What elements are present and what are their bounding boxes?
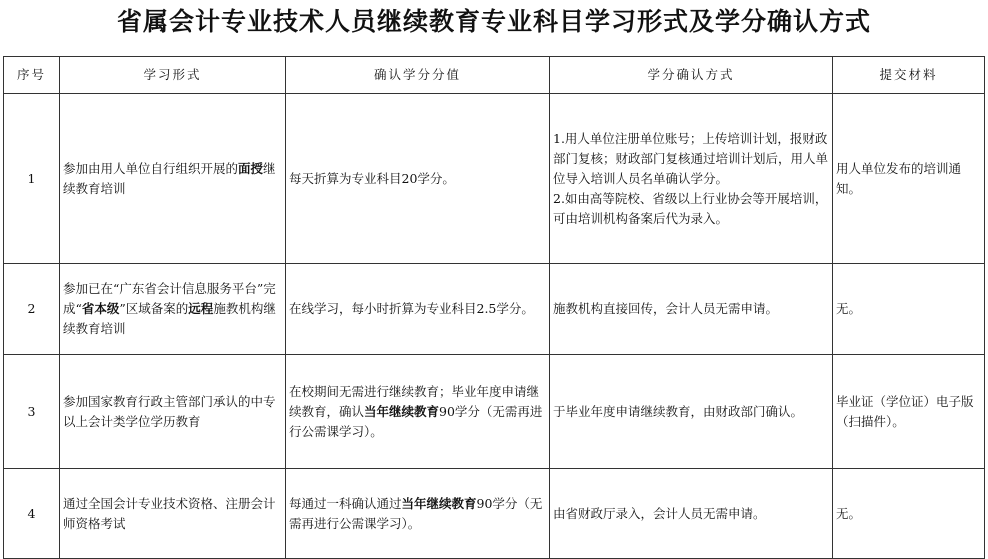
cell-materials: 用人单位发布的培训通知。	[833, 94, 985, 264]
credit-table	[3, 56, 985, 559]
cell-credit-value: 在线学习，每小时折算为专业科目2.5学分。	[286, 264, 550, 355]
header-study-form: 学习形式	[60, 57, 286, 94]
table-row	[4, 355, 985, 469]
cell-confirm-method: 施教机构直接回传，会计人员无需申请。	[550, 264, 833, 355]
credit-text-end: 90学分（无需再进行公需课学习）。	[289, 403, 543, 439]
cell-materials: 无。	[833, 264, 985, 355]
credit-text: 在校期间无需进行继续教育；毕业年度申请继续教育，确认	[289, 383, 540, 419]
header-credit-value: 确认学分分值	[286, 57, 550, 94]
cell-study-form	[60, 264, 286, 355]
table-row	[4, 264, 985, 355]
cell-seq: 4	[4, 469, 60, 559]
form-bold-text: 省本级	[81, 301, 120, 316]
cell-confirm-method: 由省财政厅录入，会计人员无需申请。	[550, 469, 833, 559]
cell-seq: 2	[4, 264, 60, 355]
header-seq: 序号	[4, 57, 60, 94]
table-row	[4, 94, 985, 264]
form-text-end: 施教机构继续教育培训	[63, 301, 276, 336]
cell-materials: 无。	[833, 469, 985, 559]
form-bold-text: 面授	[238, 160, 264, 176]
cell-study-form: 通过全国会计专业技术资格、注册会计师资格考试	[60, 469, 286, 559]
credit-bold-text: 当年继续教育	[364, 403, 440, 419]
header-confirm-method: 学分确认方式	[550, 57, 833, 94]
form-bold-text-2: 远程	[188, 301, 214, 316]
cell-confirm-method	[550, 94, 833, 264]
table-header-row	[4, 57, 985, 94]
cell-study-form: 参加国家教育行政主管部门承认的中专以上会计类学位学历教育	[60, 355, 286, 469]
page-title: 省属会计专业技术人员继续教育专业科目学习形式及学分确认方式	[116, 7, 871, 36]
method-item-1: 1.用人单位注册单位账号；上传培训计划，报财政部门复核；财政部门复核通过培训计划后，用人单位导入培训人员名单确认学分。	[553, 130, 829, 186]
form-text: 参加已在“广东省会计信息服务平台”完成“	[63, 281, 276, 316]
cell-seq: 1	[4, 94, 60, 264]
cell-confirm-method: 于毕业年度申请继续教育，由财政部门确认。	[550, 355, 833, 469]
table-row	[4, 469, 985, 559]
form-text-end: 继续教育培训	[63, 160, 276, 196]
cell-study-form	[60, 94, 286, 264]
header-materials: 提交材料	[833, 57, 985, 94]
credit-text: 每通过一科确认通过	[289, 495, 402, 511]
cell-credit-value	[286, 355, 550, 469]
form-text-mid: ”区域备案的	[119, 301, 189, 316]
method-item-2: 2.如由高等院校、省级以上行业协会等开展培训，可由培训机构备案后代为录入。	[553, 190, 828, 226]
cell-seq: 3	[4, 355, 60, 469]
cell-materials: 毕业证（学位证）电子版（扫描件）。	[833, 355, 985, 469]
credit-text-end: 90学分（无需再进行公需课学习）。	[289, 495, 543, 531]
credit-bold-text: 当年继续教育	[401, 495, 477, 511]
cell-credit-value: 每天折算为专业科目20学分。	[286, 94, 550, 264]
form-text: 参加由用人单位自行组织开展的	[63, 160, 239, 176]
cell-credit-value	[286, 469, 550, 559]
